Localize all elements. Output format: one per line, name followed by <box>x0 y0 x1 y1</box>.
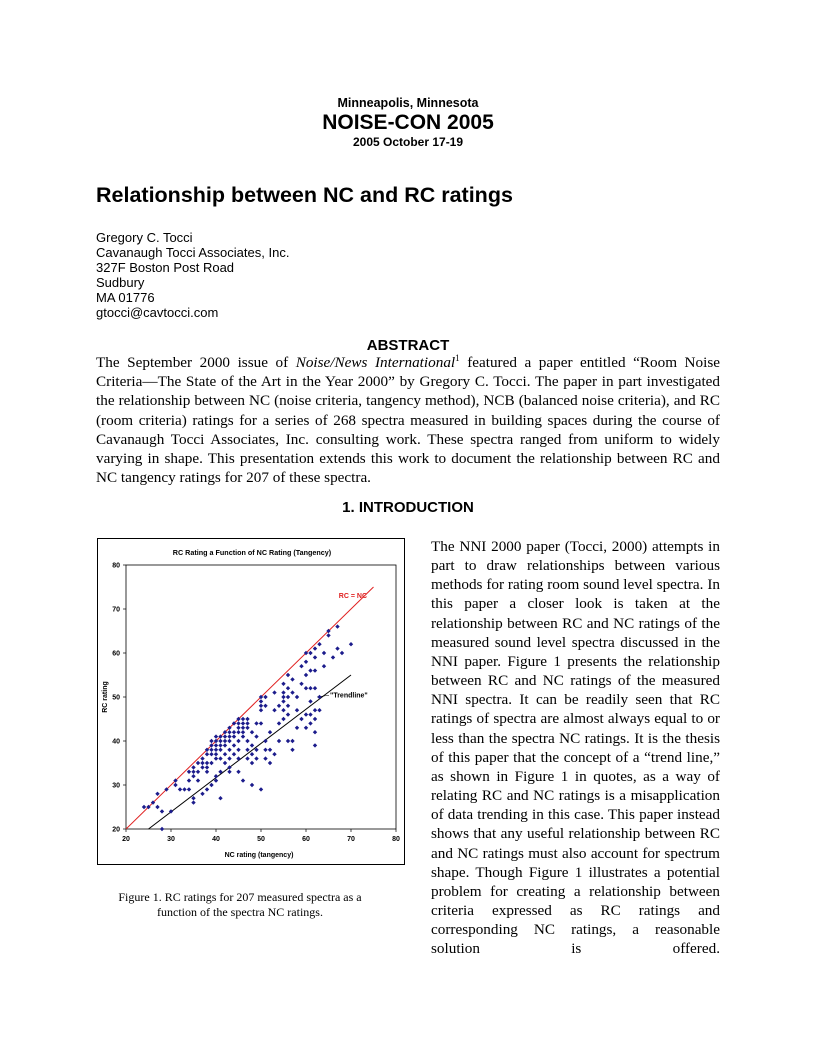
introduction-heading: 1. INTRODUCTION <box>342 499 474 516</box>
data-point <box>205 787 209 791</box>
data-point <box>268 748 272 752</box>
x-tick-label: 30 <box>167 836 175 843</box>
data-point <box>236 756 240 760</box>
data-point <box>313 743 317 747</box>
data-point <box>304 673 308 677</box>
data-point <box>232 752 236 756</box>
paper-title: Relationship between NC and RC ratings <box>96 183 513 207</box>
data-point <box>214 748 218 752</box>
data-point <box>227 770 231 774</box>
author-state-zip: MA 01776 <box>96 290 155 305</box>
data-point <box>304 712 308 716</box>
data-point <box>317 708 321 712</box>
data-point <box>245 717 249 721</box>
data-point <box>227 756 231 760</box>
y-tick-label: 30 <box>112 782 120 790</box>
data-point <box>281 695 285 699</box>
y-tick-label: 40 <box>112 738 120 746</box>
data-point <box>232 730 236 734</box>
data-point <box>331 655 335 659</box>
data-point <box>272 690 276 694</box>
data-point <box>281 682 285 686</box>
trendline-label: "Trendline" <box>330 692 368 700</box>
data-point <box>322 664 326 668</box>
data-point <box>205 765 209 769</box>
data-point <box>191 800 195 804</box>
data-point <box>209 752 213 756</box>
data-point <box>290 677 294 681</box>
data-point <box>223 739 227 743</box>
data-point <box>236 726 240 730</box>
data-point <box>182 787 186 791</box>
data-point <box>214 734 218 738</box>
data-point <box>299 664 303 668</box>
data-point <box>200 761 204 765</box>
y-tick-label: 60 <box>112 650 120 658</box>
author-street: 327F Boston Post Road <box>96 260 235 275</box>
data-point <box>236 770 240 774</box>
data-point <box>313 717 317 721</box>
data-point <box>259 704 263 708</box>
data-point <box>313 646 317 650</box>
rc-equals-nc-line <box>126 587 374 829</box>
x-tick-label: 70 <box>347 836 355 843</box>
data-point <box>191 774 195 778</box>
data-point <box>281 717 285 721</box>
data-point <box>223 752 227 756</box>
data-point <box>241 721 245 725</box>
data-point <box>241 730 245 734</box>
y-tick-label: 20 <box>112 826 120 834</box>
author-email[interactable]: gtocci@cavtocci.com <box>96 305 219 320</box>
data-point <box>191 770 195 774</box>
data-point <box>196 761 200 765</box>
data-point <box>209 748 213 752</box>
data-point <box>205 752 209 756</box>
data-point <box>254 756 258 760</box>
data-point <box>205 770 209 774</box>
x-axis-label: NC rating (tangency) <box>224 852 294 859</box>
conference-header <box>0 96 816 149</box>
data-point <box>281 699 285 703</box>
data-point <box>218 756 222 760</box>
data-point <box>187 778 191 782</box>
data-point <box>250 761 254 765</box>
data-point <box>281 708 285 712</box>
data-point <box>326 633 330 637</box>
data-point <box>286 673 290 677</box>
x-tick-label: 20 <box>122 836 130 843</box>
data-point <box>214 743 218 747</box>
data-point <box>286 686 290 690</box>
abstract-text-before: The September 2000 issue of <box>96 354 296 371</box>
data-point <box>295 695 299 699</box>
data-point <box>272 708 276 712</box>
data-point <box>277 704 281 708</box>
data-point <box>155 805 159 809</box>
data-point <box>227 748 231 752</box>
scatter-chart <box>98 539 404 864</box>
y-axis-label: RC rating <box>102 681 109 713</box>
author-name: Gregory C. Tocci <box>96 230 193 245</box>
data-point <box>286 695 290 699</box>
data-point <box>313 655 317 659</box>
data-point <box>313 730 317 734</box>
data-point <box>286 739 290 743</box>
data-point <box>259 699 263 703</box>
data-point <box>209 761 213 765</box>
data-point <box>250 730 254 734</box>
data-point <box>223 734 227 738</box>
data-point <box>227 730 231 734</box>
data-point <box>308 699 312 703</box>
data-point <box>299 717 303 721</box>
data-point <box>241 717 245 721</box>
data-point <box>232 734 236 738</box>
data-point <box>232 743 236 747</box>
footnote-marker[interactable]: 1 <box>455 353 460 363</box>
data-point <box>236 730 240 734</box>
data-point <box>187 770 191 774</box>
data-point <box>160 827 164 831</box>
data-point <box>290 748 294 752</box>
data-point <box>304 726 308 730</box>
x-tick-label: 50 <box>257 836 265 843</box>
data-point <box>218 739 222 743</box>
data-point <box>196 770 200 774</box>
data-point <box>254 734 258 738</box>
data-point <box>335 624 339 628</box>
data-point <box>272 752 276 756</box>
data-point <box>200 792 204 796</box>
data-point <box>263 748 267 752</box>
data-point <box>304 686 308 690</box>
data-point <box>277 739 281 743</box>
data-point <box>317 695 321 699</box>
data-point <box>313 668 317 672</box>
abstract-text-after: featured a paper entitled “Room Noise Criteria—The State of the Art in the Year 2000” by Gregory C. Tocci. The paper in part investigated the relationship between NC (noise criteria, tangency method), NCB (balanced noise criteria), and RC (room criteria) ratings for a series of 268 spectra measured in building spaces during the course of Cavanaugh Tocci Associates, Inc. consulting work. These spectra ranged from uniform to widely varying in shape. This presentation extends this work to document the relationship between RC and NC tangency ratings for 207 of these spectra. <box>96 354 720 487</box>
data-point <box>241 734 245 738</box>
data-point <box>308 668 312 672</box>
data-point <box>187 787 191 791</box>
data-point <box>263 756 267 760</box>
data-point <box>223 761 227 765</box>
journal-name: Noise/News International <box>295 354 456 371</box>
abstract-heading: ABSTRACT <box>366 337 450 354</box>
data-point <box>200 765 204 769</box>
data-point <box>205 761 209 765</box>
data-point <box>236 748 240 752</box>
figure-1 <box>97 538 405 865</box>
data-point <box>317 642 321 646</box>
data-point <box>308 651 312 655</box>
data-point <box>259 787 263 791</box>
data-point <box>254 721 258 725</box>
data-point <box>191 765 195 769</box>
data-point <box>299 682 303 686</box>
data-point <box>295 726 299 730</box>
data-point <box>209 783 213 787</box>
data-point <box>313 686 317 690</box>
data-point <box>160 809 164 813</box>
conference-dates: 2005 October 17-19 <box>352 135 464 149</box>
figure-caption: Figure 1. RC ratings for 207 measured spectra as a function of the spectra NC ratings. <box>118 890 362 919</box>
data-point <box>155 792 159 796</box>
author-affiliation: Cavanaugh Tocci Associates, Inc. <box>96 245 290 260</box>
data-point <box>322 651 326 655</box>
data-point <box>335 646 339 650</box>
data-point <box>227 739 231 743</box>
plot-area <box>112 563 400 844</box>
data-point <box>308 721 312 725</box>
data-point <box>218 743 222 747</box>
data-point <box>245 739 249 743</box>
data-point <box>281 690 285 694</box>
data-point <box>304 660 308 664</box>
data-point <box>227 734 231 738</box>
data-point <box>209 739 213 743</box>
author-city: Sudbury <box>96 275 145 290</box>
data-point <box>214 756 218 760</box>
conference-location: Minneapolis, Minnesota <box>337 96 479 110</box>
data-point <box>241 726 245 730</box>
data-point <box>142 805 146 809</box>
x-tick-label: 80 <box>392 836 400 843</box>
rc-equals-nc-label: RC = NC <box>338 592 367 600</box>
data-point <box>191 796 195 800</box>
data-point <box>218 796 222 800</box>
data-point <box>268 730 272 734</box>
data-point <box>223 743 227 747</box>
data-point <box>277 721 281 725</box>
data-point <box>268 761 272 765</box>
data-point <box>250 752 254 756</box>
data-point <box>286 712 290 716</box>
data-point <box>236 721 240 725</box>
data-point <box>178 787 182 791</box>
data-point <box>313 708 317 712</box>
y-tick-label: 70 <box>112 606 120 614</box>
data-point <box>286 704 290 708</box>
data-point <box>250 783 254 787</box>
data-point <box>263 704 267 708</box>
data-point <box>349 642 353 646</box>
data-point <box>259 708 263 712</box>
data-point <box>295 708 299 712</box>
data-point <box>308 712 312 716</box>
y-tick-label: 50 <box>112 694 120 702</box>
data-point <box>245 726 249 730</box>
data-point <box>214 752 218 756</box>
data-point <box>263 695 267 699</box>
data-point <box>214 774 218 778</box>
data-point <box>196 778 200 782</box>
data-point <box>290 690 294 694</box>
conference-name: NOISE-CON 2005 <box>322 111 494 134</box>
data-point <box>259 721 263 725</box>
x-tick-label: 40 <box>212 836 220 843</box>
abstract-body <box>96 353 720 487</box>
author-block <box>96 230 289 320</box>
data-point <box>290 739 294 743</box>
trendline <box>149 675 352 829</box>
data-point <box>245 721 249 725</box>
data-point <box>250 743 254 747</box>
data-point <box>308 686 312 690</box>
chart-title: RC Rating a Function of NC Rating (Tangency) <box>172 548 332 557</box>
data-point <box>200 756 204 760</box>
data-point <box>245 748 249 752</box>
data-point <box>173 783 177 787</box>
data-point <box>245 756 249 760</box>
x-tick-label: 60 <box>302 836 310 843</box>
data-point <box>241 778 245 782</box>
introduction-body: The NNI 2000 paper (Tocci, 2000) attempts in part to draw relationships between various methods for rating room sound level spectra. In this paper a closer look is taken at the relationship between RC and NC ratings of the measured sound level spectra discussed in the NNI paper. Figure 1 presents the relationship between RC and NC ratings of the measured NNI spectra. It can be readily seen that RC ratings of spectra are almost always equal to or less than the spectra NC ratings. It is the thesis of this paper that the concept of a “trend line,” as shown in Figure 1 in quotes, as a way of relating RC and NC ratings is a misapplication of data trending in this case. This paper instead shows that any useful relationship between RC and NC ratings must also account for spectrum shape. Though Figure 1 illustrates a potential problem for creating a relationship between criteria expressed as RC ratings and corresponding NC ratings, a reasonable solution is offered. <box>431 538 720 958</box>
data-point <box>218 748 222 752</box>
y-tick-label: 80 <box>112 562 120 570</box>
data-point <box>340 651 344 655</box>
data-point <box>236 739 240 743</box>
